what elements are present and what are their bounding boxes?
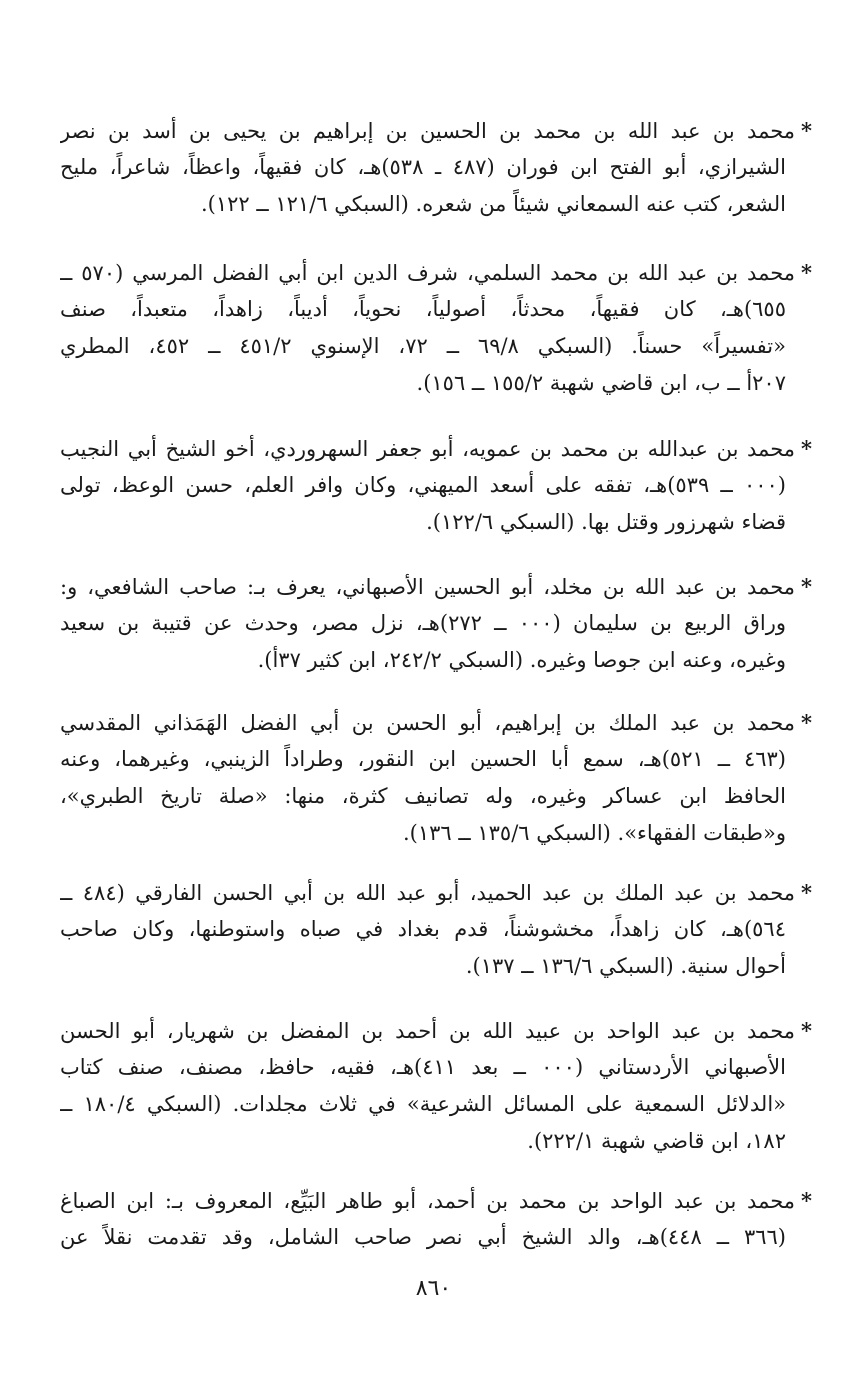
entry-text: محمد بن عبد الله بن محمد بن الحسين بن إبراهيم بن يحيى بن أسد بن نصر [60, 119, 796, 143]
biography-entry [60, 254, 812, 402]
entry-line: «تفسيراً» حسناً. (السبكي ٦٩/٨ ــ ٧٢، الإسنوي ٤٥١/٢ ــ ٤٥٢، المطري [60, 334, 786, 358]
entry-text: محمد بن عبد الله بن مخلد، أبو الحسين الأصبهاني، يعرف بـ: صاحب الشافعي، و: [60, 575, 796, 599]
entry-marker-asterisk: * [801, 1188, 812, 1213]
entry-line [60, 874, 812, 911]
biography-entry [60, 704, 812, 852]
entry-text: محمد بن عبد الملك بن عبد الحميد، أبو عبد الله بن أبي الحسن الفارقي (٤٨٤ ــ [60, 881, 796, 905]
entry-line: الشيرازي، أبو الفتح ابن فوران (٤٨٧ ـ ٥٣٨)هـ، كان فقيهاً، واعظاً، شاعراً، مليح [60, 155, 786, 179]
entry-line: ٥٦٤)هـ، كان زاهداً، مخشوشناً، قدم بغداد في صباه واستوطنها، وكان صاحب [60, 917, 786, 941]
entry-line: (٠٠٠ ــ ٥٣٩)هـ، تفقه على أسعد الميهني، وكان وافر العلم، حسن الوعظ، تولى [60, 473, 786, 497]
entry-line: الشعر، كتب عنه السمعاني شيئاً من شعره. (السبكي ١٢١/٦ ــ ١٢٢). [201, 192, 786, 216]
biography-entry [60, 568, 812, 679]
entry-marker-asterisk: * [801, 1018, 812, 1043]
entry-line: وغيره، وعنه ابن جوصا وغيره. (السبكي ٢٤٢/٢، ابن كثير ٣٧أ). [257, 648, 786, 672]
entry-text: محمد بن عبد الملك بن إبراهيم، أبو الحسن بن أبي الفضل الهَمَذاني المقدسي [60, 711, 796, 735]
entry-line [60, 568, 812, 605]
biography-entry [60, 874, 812, 985]
entry-line: وراق الربيع بن سليمان (٠٠٠ ــ ٢٧٢)هـ، نزل مصر، وحدث عن قتيبة بن سعيد [60, 611, 786, 635]
entry-line: «الدلائل السمعية على المسائل الشرعية» في ثلاث مجلدات. (السبكي ١٨٠/٤ ــ [60, 1092, 786, 1116]
entry-line: قضاء شهرزور وقتل بها. (السبكي ١٢٢/٦). [426, 510, 786, 534]
entry-line: ٢٠٧أ ــ ب، ابن قاضي شهبة ١٥٥/٢ ــ ١٥٦). [416, 371, 786, 395]
entry-line [60, 1012, 812, 1049]
entry-line: ٦٥٥)هـ، كان فقيهاً، محدثاً، أصولياً، نحوياً، أديباً، زاهداً، متعبداً، صنف [60, 297, 786, 321]
entry-line: و«طبقات الفقهاء». (السبكي ١٣٥/٦ ــ ١٣٦). [403, 821, 786, 845]
entry-line [60, 1182, 812, 1219]
entry-text: محمد بن عبد الله بن محمد السلمي، شرف الدين ابن أبي الفضل المرسي (٥٧٠ ــ [60, 261, 796, 285]
entry-line [60, 112, 812, 149]
entry-line: (٣٦٦ ــ ٤٤٨)هـ، والد الشيخ أبي نصر صاحب الشامل، وقد تقدمت نقلاً عن [60, 1225, 786, 1249]
page-number: ٨٦٠ [415, 1276, 452, 1301]
entry-text: محمد بن عبد الواحد بن عبيد الله بن أحمد بن المفضل بن شهريار، أبو الحسن [60, 1019, 796, 1043]
entry-text: محمد بن عبدالله بن محمد بن عمويه، أبو جعفر السهروردي، أخو الشيخ أبي النجيب [60, 437, 796, 461]
entry-line: أحوال سنية. (السبكي ١٣٦/٦ ــ ١٣٧). [465, 954, 786, 978]
biography-entry [60, 1012, 812, 1160]
entry-marker-asterisk: * [801, 118, 812, 143]
biography-entry [60, 112, 812, 223]
entry-line [60, 254, 812, 291]
entry-line: ١٨٢، ابن قاضي شهبة ٢٢٢/١). [527, 1129, 786, 1153]
entry-line [60, 704, 812, 741]
entry-text: محمد بن عبد الواحد بن محمد بن أحمد، أبو طاهر البَيِّع، المعروف بـ: ابن الصباغ [60, 1189, 796, 1213]
entry-marker-asterisk: * [801, 260, 812, 285]
entry-marker-asterisk: * [801, 436, 812, 461]
biography-entry [60, 1182, 812, 1256]
entry-line: الحافظ ابن عساكر وغيره، وله تصانيف كثرة، منها: «صلة تاريخ الطبري»، [60, 784, 786, 808]
biography-entry [60, 430, 812, 541]
entry-marker-asterisk: * [801, 880, 812, 905]
entry-marker-asterisk: * [801, 710, 812, 735]
entry-line: (٤٦٣ ــ ٥٢١)هـ، سمع أبا الحسين ابن النقور، وطراداً الزينبي، وغيرهما، وعنه [60, 747, 786, 771]
entry-line: الأصبهاني الأردستاني (٠٠٠ ــ بعد ٤١١)هـ، فقيه، حافظ، مصنف، صنف كتاب [60, 1055, 786, 1079]
entry-line [60, 430, 812, 467]
entry-marker-asterisk: * [801, 574, 812, 599]
